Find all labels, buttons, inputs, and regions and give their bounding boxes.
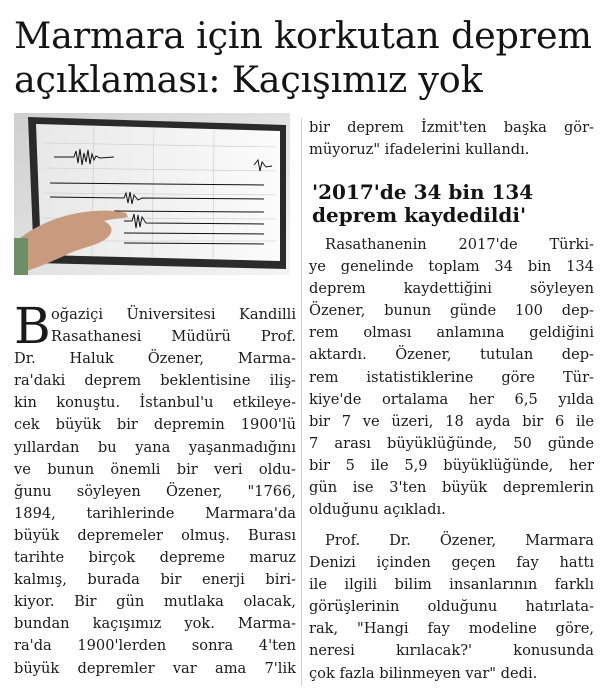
text-line: kalmış, burada bir enerji biri- [14,571,296,589]
right-column-top [309,117,594,161]
subhead-line: '2017'de 34 bin 134 [312,180,534,204]
text-line: ile ilgili bilim insanlarının farklı [309,576,594,594]
dropcap-letter: B [14,297,51,355]
text-line: 7 arası büyüklüğünde, 50 günde [309,434,594,452]
headline-line: açıklaması: Kaçışımız yok [14,58,483,101]
text-line: bundan kaçışımız yok. Marma- [14,615,296,633]
right-paragraph-1 [309,234,594,521]
subhead-line: deprem kaydedildi' [312,203,527,227]
text-line: rak, "Hangi fay modeline göre, [309,620,594,638]
text-line: Denizi içinden geçen fay hattı [309,554,594,572]
text-line: Rasathanesi Müdürü Prof. [51,328,296,346]
text-line: ğunu söyleyen Özener, "1766, [14,482,296,500]
text-line: rem istatistiklerine göre Tür- [309,368,594,386]
text-line: ye genelinde toplam 34 bin 134 [309,258,594,276]
section-subheading [312,181,594,227]
text-line: büyük depremeler olmuş. Burası [14,526,296,544]
right-paragraph-2 [309,530,594,685]
article-headline [14,14,594,102]
text-line: 1894, tarihlerinde Marmara'da [14,504,296,522]
text-line: görüşlerinin olduğunu hatırlata- [309,598,594,616]
text-line: bir 5 ile 5,9 büyüklüğünde, her [309,456,594,474]
text-line: Prof. Dr. Özener, Marmara [325,532,594,549]
text-line: Dr. Haluk Özener, Marma- [14,350,296,368]
text-line: müyoruz" ifadelerini kullandı. [309,141,530,159]
text-line: kin konuştu. İstanbul'u etkileye- [14,394,296,412]
text-line: tarihte birçok depreme maruz [14,549,296,567]
text-line: neresi kırılacak?' konusunda [309,642,594,660]
text-line: yıllardan bu yana yaşanmadığını [14,438,296,456]
text-line: ra'da 1900'lerden sonra 4'ten [14,637,296,655]
text-line: oğaziçi Üniversitesi Kandilli [51,306,296,323]
first-paragraph [14,297,296,680]
text-line: olduğunu açıkladı. [309,501,446,519]
text-line: büyük depremler var ama 7'lik [14,659,296,677]
text-line: kiye'de ortalama her 6,5 yılda [309,390,594,408]
text-line: ra'daki deprem beklentisine iliş- [14,372,296,390]
column-divider [301,118,302,686]
text-line: deprem kaydettiğini söyleyen [309,280,594,298]
text-line: Özener, bunun günde 100 dep- [309,302,594,320]
text-line: kiyor. Bir gün mutlaka olacak, [14,593,296,611]
text-line: ve bunun önemli bir veri oldu- [14,460,296,478]
text-line: çok fazla bilinmeyen var" dedi. [309,664,538,682]
text-line: aktardı. Özener, tutulan dep- [309,346,594,364]
left-column [14,297,296,680]
text-line: rem olması anlamına geldiğini [309,324,594,342]
text-line: gün ise 3'ten büyük depremlerin [309,479,594,497]
text-line: Rasathanenin 2017'de Türki- [325,236,594,253]
text-line: bir 7 ve üzeri, 18 ayda bir 6 ile [309,412,594,430]
headline-line: Marmara için korkutan deprem [14,14,592,57]
text-line: cek büyük bir depremin 1900'lü [14,416,296,434]
photo-illustration [14,113,290,275]
seismograph-monitor-photo [14,113,290,275]
text-line: bir deprem İzmit'ten başka gör- [309,119,594,136]
